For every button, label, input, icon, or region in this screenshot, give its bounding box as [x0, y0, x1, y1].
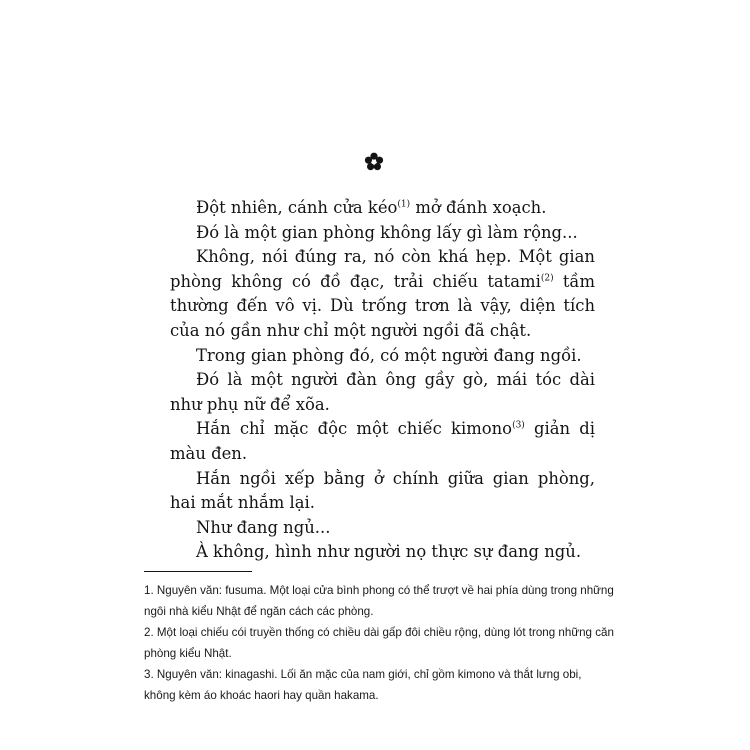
paragraph: Trong gian phòng đó, có một người đang ngồi.: [196, 345, 582, 365]
footnote-3: 3. Nguyên văn: kinagashi. Lối ăn mặc của nam giới, chỉ gồm kimono và thắt lưng obi, không kèm áo khoác haori hay quần hakama.: [144, 668, 582, 702]
paragraph: À không, hình như người nọ thực sự đang ngủ.: [196, 542, 582, 562]
footnote-1: 1. Nguyên văn: fusuma. Một loại cửa bình phong có thể trượt về hai phía dùng trong những ngôi nhà kiểu Nhật để ngăn cách các phòng.: [144, 584, 614, 618]
paragraph: Như đang ngủ...: [196, 517, 331, 537]
footnote-ref-3: (3): [512, 420, 525, 431]
paragraph: Đột nhiên, cánh cửa kéo$^{(1)}$ mở đánh xoạch.: [196, 198, 547, 217]
paragraph: Đó là một gian phòng không lấy gì làm rộng...: [196, 222, 578, 242]
flower-ornament-icon: [362, 150, 386, 174]
footnotes: [144, 581, 614, 707]
chapter-body-text: [170, 196, 595, 565]
footnote-divider: [144, 571, 252, 572]
paragraph: Hắn chỉ mặc độc một chiếc kimono$^{(3)}$ giản dị màu đen.: [170, 419, 595, 463]
footnote-ref-1: (1): [397, 199, 411, 210]
paragraph: Đó là một người đàn ông gầy gò, mái tóc dài như phụ nữ để xõa.: [170, 370, 595, 414]
paragraph: Không, nói đúng ra, nó còn khá hẹp. Một gian phòng không có đồ đạc, trải chiếu tatami$^{(2)}$ tầm thường đến vô vị. Dù trống trơn là vậy, diện tích của nó gần như chỉ một người ngồi đã chật.: [170, 247, 595, 340]
footnote-2: 2. Một loại chiếu cói truyền thống có chiều dài gấp đôi chiều rộng, dùng lót trong những căn phòng kiểu Nhật.: [144, 626, 614, 660]
footnote-ref-2: (2): [540, 273, 554, 284]
paragraph: Hắn ngồi xếp bằng ở chính giữa gian phòng, hai mắt nhắm lại.: [170, 468, 595, 513]
